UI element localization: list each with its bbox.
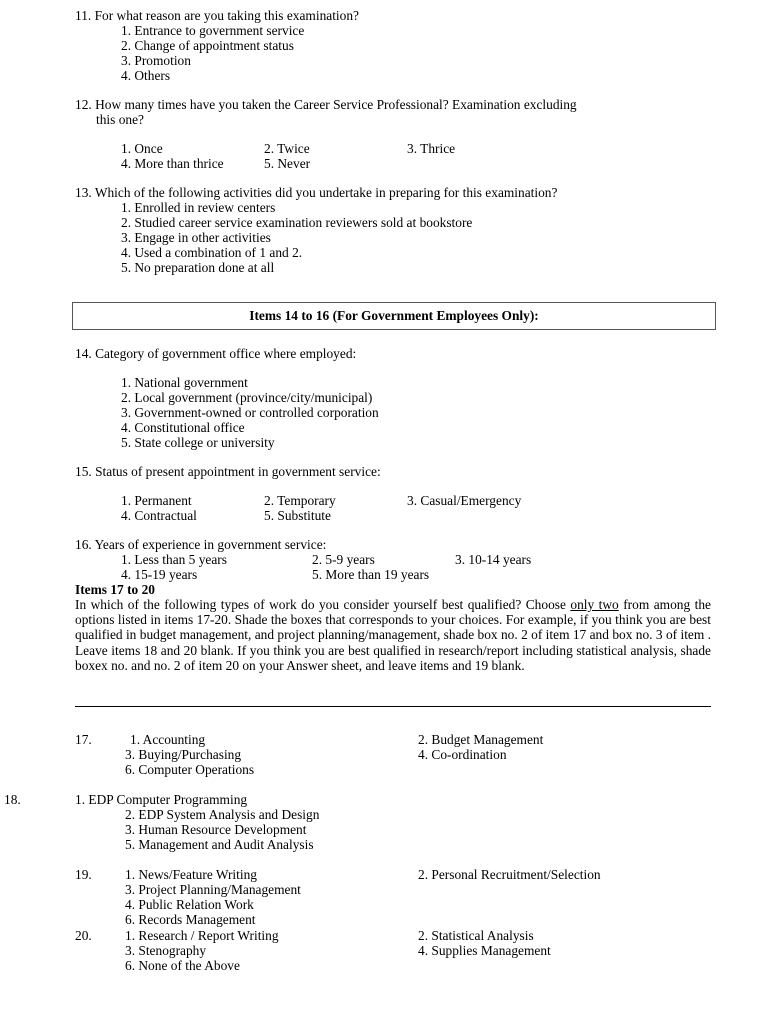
q17-option: 1. Accounting xyxy=(130,732,206,747)
q20-option: 2. Statistical Analysis xyxy=(418,928,534,943)
q12-option: 3. Thrice xyxy=(407,141,456,156)
instructions-text: In which of the following types of work do you consider yourself best qualified? Choose xyxy=(75,597,571,612)
q15-question: 15. Status of present appointment in government service: xyxy=(75,464,381,479)
q12-option: 4. More than thrice xyxy=(121,156,224,171)
q19-number: 19. xyxy=(75,867,92,882)
q14-question: 14. Category of government office where employed: xyxy=(75,346,357,361)
q15-option: 3. Casual/Emergency xyxy=(407,493,522,508)
q12-question: 12. How many times have you taken the Career Service Professional? Examination excluding xyxy=(75,97,577,112)
q15-option: 1. Permanent xyxy=(121,493,192,508)
q18-option: 2. EDP System Analysis and Design xyxy=(125,807,320,822)
q11-option: 4. Others xyxy=(121,68,171,83)
q15-option: 5. Substitute xyxy=(264,508,331,523)
q18-option: 5. Management and Audit Analysis xyxy=(125,837,314,852)
q13-option: 3. Engage in other activities xyxy=(121,230,271,245)
q17-number: 17. xyxy=(75,732,92,747)
q14-option: 5. State college or university xyxy=(121,435,275,450)
q16-option: 4. 15-19 years xyxy=(121,567,198,582)
q12-option: 1. Once xyxy=(121,141,163,156)
q13-option: 2. Studied career service examination reviewers sold at bookstore xyxy=(121,215,473,230)
q15-option: 4. Contractual xyxy=(121,508,197,523)
q14-option: 1. National government xyxy=(121,375,248,390)
divider-line xyxy=(75,706,711,707)
q13-option: 4. Used a combination of 1 and 2. xyxy=(121,245,303,260)
q18-option: 1. EDP Computer Programming xyxy=(75,792,248,807)
q15-option: 2. Temporary xyxy=(264,493,336,508)
q11-option: 1. Entrance to government service xyxy=(121,23,305,38)
q20-option: 6. None of the Above xyxy=(125,958,240,973)
q11-option: 2. Change of appointment status xyxy=(121,38,294,53)
q14-option: 3. Government-owned or controlled corporation xyxy=(121,405,379,420)
q20-option: 3. Stenography xyxy=(125,943,207,958)
q14-option: 2. Local government (province/city/municipal) xyxy=(121,390,373,405)
instructions-underlined: only two xyxy=(570,597,619,612)
q17-option: 2. Budget Management xyxy=(418,732,544,747)
q16-option: 5. More than 19 years xyxy=(312,567,430,582)
q19-option: 3. Project Planning/Management xyxy=(125,882,301,897)
section-header-title: Items 14 to 16 (For Government Employees Only): xyxy=(249,308,539,323)
q11-option: 3. Promotion xyxy=(121,53,191,68)
q17-option: 4. Co-ordination xyxy=(418,747,507,762)
q18-number: 18. xyxy=(4,792,21,807)
q17-option: 6. Computer Operations xyxy=(125,762,255,777)
q16-option: 2. 5-9 years xyxy=(312,552,375,567)
q19-option: 1. News/Feature Writing xyxy=(125,867,257,882)
q16-option: 3. 10-14 years xyxy=(455,552,532,567)
q19-option: 6. Records Management xyxy=(125,912,256,927)
instructions-text: from among the options listed in items 17-20. Shade the boxes that corresponds to your choices. For example, if you think you are best qualified in budget management, and project planning/management, shade box no. 2 of item 17 and box no. 3 of item . Leave items 18 and 20 blank. If you think you are best qualified in research/report including statistical analysis, shade boxex no. and no. 2 of item 20 on your Answer sheet, and leave items and 19 blank. xyxy=(75,597,711,673)
q19-option: 2. Personal Recruitment/Selection xyxy=(418,867,601,882)
section-header-box xyxy=(72,302,716,330)
items-17-20-instructions xyxy=(75,597,711,673)
items-17-20-heading: Items 17 to 20 xyxy=(75,582,155,597)
q20-number: 20. xyxy=(75,928,92,943)
q18-option: 3. Human Resource Development xyxy=(125,822,307,837)
q13-question: 13. Which of the following activities did you undertake in preparing for this examination? xyxy=(75,185,558,200)
q20-option: 4. Supplies Management xyxy=(418,943,551,958)
q16-option: 1. Less than 5 years xyxy=(121,552,227,567)
q11-question: 11. For what reason are you taking this examination? xyxy=(75,8,359,23)
q13-option: 1. Enrolled in review centers xyxy=(121,200,276,215)
q19-option: 4. Public Relation Work xyxy=(125,897,254,912)
q16-question: 16. Years of experience in government service: xyxy=(75,537,327,552)
q17-option: 3. Buying/Purchasing xyxy=(125,747,242,762)
q13-option: 5. No preparation done at all xyxy=(121,260,275,275)
q12-question-cont: this one? xyxy=(96,112,144,127)
q12-option: 5. Never xyxy=(264,156,311,171)
q12-option: 2. Twice xyxy=(264,141,310,156)
q20-option: 1. Research / Report Writing xyxy=(125,928,279,943)
q14-option: 4. Constitutional office xyxy=(121,420,245,435)
